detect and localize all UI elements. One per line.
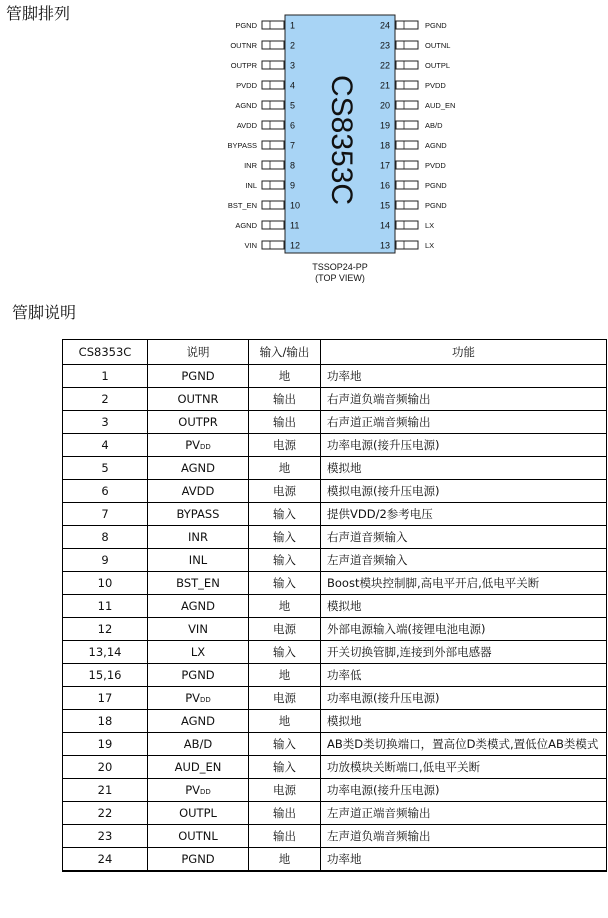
pin-cell-text: 10: [97, 576, 113, 590]
io-cell-text: 输入: [273, 530, 296, 544]
io-cell: [249, 618, 321, 641]
name-cell: [148, 641, 249, 664]
name-cell-text: OUTNL: [178, 829, 218, 843]
pin-cell: [63, 710, 148, 733]
pin-number-6: 6: [290, 120, 296, 131]
name-cell-text: BYPASS: [176, 507, 220, 521]
header-name: 说明: [148, 340, 249, 365]
name-cell: [148, 572, 249, 595]
name-subscript: DD: [200, 696, 211, 704]
pin-lead-5: [262, 101, 284, 109]
name-cell-text: BST_EN: [176, 576, 220, 590]
name-cell-text: OUTPL: [179, 806, 217, 820]
name-cell-text: VIN: [188, 622, 208, 636]
pin-cell-text: 8: [101, 530, 109, 544]
io-cell: [249, 572, 321, 595]
function-cell: [321, 526, 607, 549]
name-cell-text: PV: [185, 438, 201, 452]
pin-cell-text: 15,16: [88, 668, 122, 682]
pin-number-17: 17: [379, 160, 390, 171]
name-cell: [148, 549, 249, 572]
function-cell-text: 模拟电源(接升压电源): [327, 484, 440, 498]
pin-cell: [63, 779, 148, 802]
name-cell-text: AUD_EN: [174, 760, 222, 774]
io-cell-text: 地: [278, 852, 291, 866]
pin-cell-text: 9: [101, 553, 109, 567]
name-cell: [148, 526, 249, 549]
function-cell-text: 外部电源输入端(接锂电池电源): [327, 622, 486, 636]
function-cell-text: 提供VDD/2参考电压: [327, 507, 433, 521]
pin-lead-19: [396, 121, 418, 129]
pin-cell: [63, 434, 148, 457]
pin-cell: [63, 365, 148, 388]
pin-cell-text: 12: [97, 622, 113, 636]
pin-lead-21: [396, 81, 418, 89]
function-cell-text: 功率低: [327, 668, 362, 682]
table-row: [63, 825, 607, 848]
table-row: [63, 710, 607, 733]
pin-cell: [63, 411, 148, 434]
name-cell: [148, 733, 249, 756]
pin-number-19: 19: [379, 120, 390, 131]
name-cell: [148, 756, 249, 779]
pin-label-2: OUTNR: [230, 41, 257, 50]
pin-lead-11: [262, 221, 284, 229]
pin-cell-text: 22: [97, 806, 113, 820]
pin-cell-text: 2: [101, 392, 109, 406]
pin-lead-14: [396, 221, 418, 229]
pin-cell-text: 19: [97, 737, 113, 751]
pin-cell-text: 18: [97, 714, 113, 728]
pin-label-13: LX: [425, 241, 435, 250]
name-cell-text: PGND: [181, 852, 215, 866]
name-cell-text: INL: [188, 553, 208, 567]
function-cell-text: AB类D类切换端口，置高位D类模式,置低位AB类模式: [327, 737, 599, 751]
io-cell: [249, 365, 321, 388]
pin-lead-23: [396, 41, 418, 49]
function-cell: [321, 457, 607, 480]
table-row: [63, 572, 607, 595]
io-cell: [249, 480, 321, 503]
io-cell-text: 输入: [273, 760, 296, 774]
io-cell-text: 地: [278, 369, 291, 383]
section-title-pin-description: 管脚说明: [12, 303, 77, 322]
table-row: [63, 618, 607, 641]
package-label: TSSOP24-PP: [312, 262, 368, 272]
function-cell: [321, 641, 607, 664]
name-cell: [148, 595, 249, 618]
io-cell: [249, 641, 321, 664]
function-cell: [321, 733, 607, 756]
pin-cell-text: 21: [97, 783, 113, 797]
name-cell: [148, 434, 249, 457]
function-cell: [321, 365, 607, 388]
function-cell-text: 左声道音频输入: [327, 553, 408, 567]
pin-lead-3: [262, 61, 284, 69]
chip-name: CS8353C: [325, 74, 359, 206]
pin-cell: [63, 641, 148, 664]
io-cell-text: 地: [278, 461, 291, 475]
pin-lead-18: [396, 141, 418, 149]
name-cell-text: PGND: [181, 369, 215, 383]
name-cell-text: AGND: [180, 714, 216, 728]
pin-label-3: OUTPR: [230, 61, 257, 70]
pin-cell-text: 20: [97, 760, 113, 774]
pin-lead-24: [396, 21, 418, 29]
io-cell-text: 地: [278, 599, 291, 613]
function-cell-text: 功率电源(接升压电源): [327, 783, 440, 797]
io-cell: [249, 411, 321, 434]
name-cell-text: PGND: [181, 668, 215, 682]
pin-label-20: AUD_EN: [425, 101, 456, 110]
pin-number-21: 21: [379, 80, 390, 91]
name-cell-text: PV: [185, 783, 201, 797]
name-subscript: DD: [200, 788, 211, 796]
function-cell: [321, 480, 607, 503]
io-cell: [249, 549, 321, 572]
pin-number-14: 14: [379, 220, 390, 231]
name-cell-text: AVDD: [181, 484, 215, 498]
pin-label-17: PVDD: [425, 161, 446, 170]
name-cell-text: LX: [190, 645, 206, 659]
pin-label-12: VIN: [244, 241, 257, 250]
pin-cell: [63, 802, 148, 825]
io-cell-text: 电源: [273, 783, 296, 797]
pin-lead-8: [262, 161, 284, 169]
function-cell-text: 功率电源(接升压电源): [327, 438, 440, 452]
function-cell: [321, 572, 607, 595]
table-row: [63, 779, 607, 802]
pin-number-23: 23: [379, 40, 390, 51]
table-row: [63, 549, 607, 572]
function-cell-text: 模拟地: [327, 599, 362, 613]
pin-number-8: 8: [290, 160, 296, 171]
pin-cell: [63, 388, 148, 411]
function-cell-text: 左声道正端音频输出: [327, 806, 431, 820]
section-title-pin-arrangement: 管脚排列: [6, 4, 71, 23]
table-row: [63, 434, 607, 457]
table-row: [63, 641, 607, 664]
name-cell: [148, 618, 249, 641]
function-cell: [321, 825, 607, 848]
table-row: [63, 503, 607, 526]
pin-lead-10: [262, 201, 284, 209]
io-cell-text: 输出: [273, 415, 296, 429]
function-cell: [321, 687, 607, 710]
name-cell-text: OUTNR: [177, 392, 219, 406]
pin-cell: [63, 664, 148, 687]
pin-number-10: 10: [290, 200, 301, 211]
header-io: 输入/输出: [249, 340, 321, 365]
io-cell: [249, 848, 321, 872]
function-cell: [321, 388, 607, 411]
pin-label-4: PVDD: [236, 81, 257, 90]
name-cell: [148, 411, 249, 434]
pin-label-21: PVDD: [425, 81, 446, 90]
function-cell: [321, 710, 607, 733]
pin-lead-7: [262, 141, 284, 149]
function-cell: [321, 756, 607, 779]
pin-cell: [63, 618, 148, 641]
name-cell: [148, 664, 249, 687]
io-cell: [249, 756, 321, 779]
function-cell-text: 功率地: [327, 852, 362, 866]
pin-cell-text: 4: [101, 438, 109, 452]
io-cell-text: 电源: [273, 622, 296, 636]
function-cell-text: 右声道音频输入: [327, 530, 408, 544]
name-cell: [148, 848, 249, 872]
pin-cell-text: 23: [97, 829, 113, 843]
io-cell: [249, 503, 321, 526]
pin-cell: [63, 595, 148, 618]
table-row: [63, 411, 607, 434]
pin-lead-16: [396, 181, 418, 189]
name-cell: [148, 457, 249, 480]
pin-lead-13: [396, 241, 418, 249]
io-cell: [249, 457, 321, 480]
header-pin: CS8353C: [63, 340, 148, 365]
pin-number-18: 18: [379, 140, 390, 151]
io-cell: [249, 825, 321, 848]
pin-label-22: OUTPL: [425, 61, 451, 70]
pin-number-9: 9: [290, 180, 296, 191]
function-cell: [321, 549, 607, 572]
table-row: [63, 756, 607, 779]
io-cell: [249, 434, 321, 457]
pin-cell: [63, 848, 148, 872]
pin-label-24: PGND: [425, 21, 447, 30]
table-header-row: [63, 340, 607, 365]
pin-label-14: LX: [425, 221, 435, 230]
pin-number-22: 22: [379, 60, 390, 71]
io-cell: [249, 779, 321, 802]
name-cell-text: AB/D: [183, 737, 213, 751]
pin-cell: [63, 756, 148, 779]
function-cell-text: 模拟地: [327, 461, 362, 475]
io-cell-text: 电源: [273, 691, 296, 705]
io-cell-text: 输入: [273, 645, 296, 659]
io-cell-text: 地: [278, 668, 291, 682]
pin-description-table: [62, 339, 607, 872]
function-cell: [321, 848, 607, 872]
name-cell: [148, 779, 249, 802]
name-cell-text: OUTPR: [178, 415, 218, 429]
table-row: [63, 595, 607, 618]
pin-label-1: PGND: [235, 21, 257, 30]
io-cell: [249, 802, 321, 825]
function-cell-text: 开关切换管脚,连接到外部电感器: [327, 645, 492, 659]
name-cell: [148, 365, 249, 388]
io-cell: [249, 664, 321, 687]
pin-cell-text: 11: [97, 599, 113, 613]
pin-label-11: AGND: [235, 221, 257, 230]
io-cell: [249, 595, 321, 618]
pin-label-7: BYPASS: [227, 141, 257, 150]
name-cell: [148, 480, 249, 503]
pin-label-10: BST_EN: [227, 201, 257, 210]
pin-lead-9: [262, 181, 284, 189]
pin-lead-15: [396, 201, 418, 209]
pin-cell: [63, 549, 148, 572]
table-row: [63, 802, 607, 825]
io-cell: [249, 733, 321, 756]
view-label: (TOP VIEW): [315, 273, 365, 283]
table-row: [63, 388, 607, 411]
io-cell-text: 地: [278, 714, 291, 728]
pin-cell-text: 17: [97, 691, 113, 705]
io-cell: [249, 388, 321, 411]
io-cell-text: 电源: [273, 438, 296, 452]
function-cell-text: Boost模块控制脚,高电平开启,低电平关断: [327, 576, 540, 590]
pin-number-3: 3: [290, 60, 296, 71]
pin-cell-text: 13,14: [88, 645, 122, 659]
io-cell-text: 输出: [273, 806, 296, 820]
pin-lead-22: [396, 61, 418, 69]
pin-label-18: AGND: [425, 141, 447, 150]
pin-cell-text: 3: [101, 415, 109, 429]
name-cell-text: AGND: [180, 461, 216, 475]
pin-cell: [63, 457, 148, 480]
table-row: [63, 457, 607, 480]
name-cell-text: AGND: [180, 599, 216, 613]
function-cell: [321, 434, 607, 457]
function-cell-text: 左声道负端音频输出: [327, 829, 431, 843]
function-cell-text: 模拟地: [327, 714, 362, 728]
header-function: 功能: [321, 340, 607, 365]
pin-cell-text: 1: [101, 369, 109, 383]
pin-cell: [63, 480, 148, 503]
pin-number-11: 11: [290, 220, 300, 231]
io-cell-text: 输入: [273, 737, 296, 751]
name-cell: [148, 802, 249, 825]
pin-label-9: INL: [245, 181, 257, 190]
function-cell: [321, 779, 607, 802]
function-cell: [321, 411, 607, 434]
pin-number-24: 24: [379, 20, 390, 31]
pin-label-23: OUTNL: [425, 41, 451, 50]
pin-cell-text: 5: [101, 461, 109, 475]
pin-cell: [63, 733, 148, 756]
table-row: [63, 733, 607, 756]
pin-cell-text: 6: [101, 484, 109, 498]
io-cell-text: 输入: [273, 576, 296, 590]
pin-number-7: 7: [290, 140, 296, 151]
pin-cell-text: 7: [101, 507, 109, 521]
io-cell: [249, 710, 321, 733]
io-cell-text: 电源: [273, 484, 296, 498]
pin-lead-4: [262, 81, 284, 89]
pin-lead-6: [262, 121, 284, 129]
name-cell: [148, 710, 249, 733]
pin-number-13: 13: [379, 240, 390, 251]
pin-number-15: 15: [379, 200, 390, 211]
pin-lead-20: [396, 101, 418, 109]
io-cell-text: 输入: [273, 553, 296, 567]
pin-cell: [63, 687, 148, 710]
pin-label-16: PGND: [425, 181, 447, 190]
pin-label-15: PGND: [425, 201, 447, 210]
pin-number-1: 1: [290, 20, 296, 31]
function-cell: [321, 802, 607, 825]
pin-lead-1: [262, 21, 284, 29]
function-cell-text: 功率电源(接升压电源): [327, 691, 440, 705]
function-cell: [321, 618, 607, 641]
pin-number-2: 2: [290, 40, 296, 51]
table-row: [63, 848, 607, 872]
pin-lead-17: [396, 161, 418, 169]
name-cell-text: PV: [185, 691, 201, 705]
table-row: [63, 480, 607, 503]
name-cell: [148, 687, 249, 710]
io-cell-text: 输出: [273, 392, 296, 406]
function-cell: [321, 664, 607, 687]
pin-number-12: 12: [290, 240, 301, 251]
name-cell: [148, 503, 249, 526]
function-cell: [321, 503, 607, 526]
pin-cell: [63, 825, 148, 848]
function-cell-text: 功放模块关断端口,低电平关断: [327, 760, 481, 774]
io-cell-text: 输入: [273, 507, 296, 521]
io-cell: [249, 687, 321, 710]
table-row: [63, 365, 607, 388]
pin-lead-12: [262, 241, 284, 249]
pin-lead-2: [262, 41, 284, 49]
pin-label-19: AB/D: [425, 121, 443, 130]
pin-label-6: AVDD: [236, 121, 257, 130]
pin-label-8: INR: [244, 161, 257, 170]
function-cell-text: 右声道正端音频输出: [327, 415, 431, 429]
pin-number-16: 16: [379, 180, 390, 191]
io-cell: [249, 526, 321, 549]
function-cell-text: 功率地: [327, 369, 362, 383]
name-cell-text: INR: [188, 530, 208, 544]
table-row: [63, 664, 607, 687]
table-row: [63, 687, 607, 710]
name-cell: [148, 825, 249, 848]
pin-cell-text: 24: [97, 852, 113, 866]
pin-cell: [63, 526, 148, 549]
pinout-diagram: [0, 0, 608, 290]
pin-number-5: 5: [290, 100, 296, 111]
io-cell-text: 输出: [273, 829, 296, 843]
name-subscript: DD: [200, 443, 211, 451]
pin-number-4: 4: [290, 80, 296, 91]
pin-number-20: 20: [379, 100, 390, 111]
name-cell: [148, 388, 249, 411]
table-row: [63, 526, 607, 549]
pin-cell: [63, 503, 148, 526]
pin-label-5: AGND: [235, 101, 257, 110]
function-cell-text: 右声道负端音频输出: [327, 392, 431, 406]
function-cell: [321, 595, 607, 618]
pin-cell: [63, 572, 148, 595]
